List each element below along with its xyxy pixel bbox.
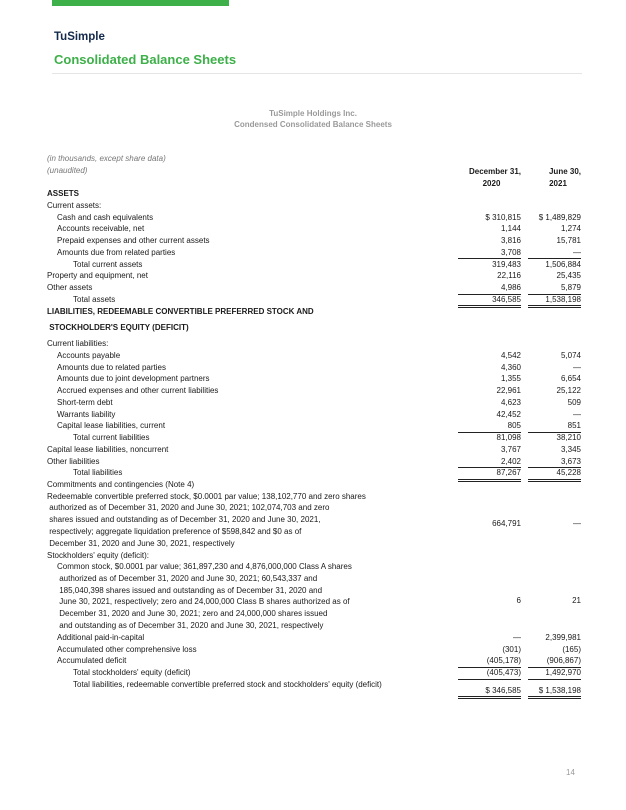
- value-dec-2020: (405,473): [458, 667, 521, 680]
- row-label: Redeemable convertible preferred stock, $0.0001 par value; 138,102,770 and zero shares authorized as of December 31, 2020 and June 30, 2021; 102,074,703 and zero shares issued and outstanding as of December 31, 2020 and June 30, 2021, respectively; aggregate liquidation preference of $598,842 and $0 as of December 31, 2020 and June 30, 2021, respectively: [47, 491, 366, 548]
- table-row: [0, 491, 626, 550]
- brand-name: TuSimple: [54, 31, 105, 43]
- value-jun-2021: 2,399,981: [545, 632, 581, 642]
- table-row: [0, 188, 626, 200]
- value-jun-2021: 45,228: [528, 467, 581, 482]
- table-row: [0, 667, 626, 679]
- value-dec-2020: 1,355: [500, 374, 521, 384]
- value-dec-2020: 4,542: [500, 350, 521, 360]
- table-row: [0, 479, 626, 491]
- value-dec-2020: 3,816: [500, 236, 521, 245]
- value-dec-2020: 3,767: [500, 444, 521, 454]
- table-row: [0, 373, 626, 385]
- units-note: (in thousands, except share data): [47, 154, 166, 163]
- value-jun-2021: 21: [572, 595, 581, 605]
- row-label: STOCKHOLDER'S EQUITY (DEFICIT): [47, 323, 189, 333]
- table-row: [0, 282, 626, 294]
- value-jun-2021: 509: [567, 397, 581, 407]
- table-row: [0, 306, 626, 318]
- table-row: [0, 294, 626, 306]
- value-dec-2020: 1,144: [500, 224, 521, 234]
- unaudited-note: (unaudited): [47, 166, 88, 175]
- value-dec-2020: 3,708: [458, 247, 521, 260]
- table-row: [0, 338, 626, 350]
- row-label: Other assets: [47, 283, 93, 292]
- value-dec-2020: 6: [516, 595, 521, 605]
- table-row: [0, 397, 626, 409]
- table-row: [0, 561, 626, 632]
- table-row: [0, 200, 626, 212]
- row-label: Total stockholders' equity (deficit): [73, 668, 191, 677]
- table-row: [0, 259, 626, 271]
- value-jun-2021: —: [528, 247, 581, 260]
- value-jun-2021: 1,492,970: [528, 667, 581, 680]
- column-header-line: December 31,: [468, 167, 521, 176]
- value-dec-2020: 346,585: [458, 294, 521, 309]
- table-row: [0, 235, 626, 247]
- value-jun-2021: $ 1,538,198: [528, 685, 581, 700]
- column-header-line: 2021: [549, 179, 567, 188]
- value-dec-2020: 42,452: [496, 409, 521, 419]
- value-dec-2020: 805: [458, 420, 521, 433]
- value-jun-2021: 25,435: [556, 271, 581, 281]
- row-label: Accumulated other comprehensive loss: [57, 644, 197, 654]
- table-row: [0, 550, 626, 562]
- table-row: [0, 679, 626, 695]
- row-label: Capital lease liabilities, noncurrent: [47, 444, 169, 454]
- row-label: Prepaid expenses and other current assets: [57, 236, 210, 245]
- row-label: Property and equipment, net: [47, 271, 148, 281]
- value-jun-2021: 25,122: [556, 386, 581, 395]
- column-header-line: 2020: [482, 179, 501, 188]
- value-jun-2021: $ 1,489,829: [538, 212, 581, 222]
- value-dec-2020: 87,267: [458, 467, 521, 482]
- table-row: [0, 456, 626, 468]
- value-dec-2020: 22,961: [496, 386, 521, 395]
- row-label: Current liabilities:: [47, 339, 109, 348]
- table-row: [0, 350, 626, 362]
- value-jun-2021: 1,274: [560, 224, 581, 234]
- value-dec-2020: 4,360: [500, 362, 521, 372]
- column-header-line: June 30,: [548, 167, 581, 176]
- row-label: Short-term debt: [57, 397, 113, 407]
- row-label: Total assets: [73, 294, 116, 304]
- table-row: [0, 362, 626, 374]
- value-dec-2020: 4,623: [500, 397, 521, 407]
- table-row: [0, 632, 626, 644]
- value-jun-2021: —: [573, 409, 581, 419]
- value-dec-2020: $ 310,815: [485, 212, 521, 222]
- table-row: [0, 655, 626, 667]
- table-row: [0, 409, 626, 421]
- page-title: Consolidated Balance Sheets: [54, 52, 237, 67]
- row-label: Commitments and contingencies (Note 4): [47, 480, 195, 489]
- value-jun-2021: 851: [528, 420, 581, 433]
- page-number: 14: [566, 768, 575, 777]
- value-jun-2021: 5,074: [560, 350, 581, 360]
- company-name: TuSimple Holdings Inc.: [269, 109, 357, 118]
- row-label: Capital lease liabilities, current: [57, 421, 166, 431]
- row-label: Stockholders' equity (deficit):: [47, 550, 150, 560]
- value-dec-2020: 4,986: [458, 282, 521, 295]
- value-dec-2020: $ 346,585: [458, 685, 521, 700]
- value-dec-2020: 22,116: [497, 271, 521, 281]
- value-dec-2020: —: [513, 632, 521, 642]
- value-jun-2021: 6,654: [560, 374, 581, 384]
- table-row: [0, 644, 626, 656]
- table-row: [0, 212, 626, 224]
- value-jun-2021: —: [573, 362, 581, 372]
- row-label: Additional paid-in-capital: [57, 632, 145, 642]
- value-jun-2021: (906,867): [528, 655, 581, 668]
- table-row: [0, 322, 626, 334]
- row-label: Other liabilities: [47, 456, 100, 466]
- table-row: [0, 385, 626, 397]
- value-dec-2020: 2,402: [458, 456, 521, 469]
- value-jun-2021: 38,210: [556, 433, 581, 442]
- row-label: Cash and cash equivalents: [57, 212, 154, 222]
- row-label: Amounts due to related parties: [57, 362, 166, 372]
- row-label: Current assets:: [47, 200, 102, 210]
- value-dec-2020: 664,791: [492, 519, 521, 529]
- row-label: Amounts due to joint development partners: [57, 374, 210, 384]
- value-jun-2021: 1,506,884: [545, 259, 581, 269]
- value-jun-2021: 3,673: [528, 456, 581, 469]
- value-dec-2020: (405,178): [458, 655, 521, 668]
- value-jun-2021: 15,781: [556, 236, 581, 245]
- row-label: Common stock, $0.0001 par value; 361,897,230 and 4,876,000,000 Class A shares authorized as of December 31, 2020 and June 30, 2021; 60,543,337 and 185,040,398 shares issued and outstanding as of December 31, 2020 and June 30, 2021, respectively; zero and 24,000,000 Class B shares authorized as of December 31, 2020 and June 30, 2021; zero and 24,000,000 shares issued and outstanding as of December 31, 2020 and June 30, 2021, respectively: [57, 562, 352, 630]
- table-row: [0, 432, 626, 444]
- value-jun-2021: (165): [562, 644, 581, 654]
- row-label: Accrued expenses and other current liabilities: [57, 386, 219, 395]
- row-label: LIABILITIES, REDEEMABLE CONVERTIBLE PREFERRED STOCK AND: [47, 306, 314, 316]
- value-jun-2021: 5,879: [528, 282, 581, 295]
- value-jun-2021: —: [573, 519, 581, 529]
- row-label: Total current liabilities: [73, 433, 150, 442]
- row-label: Accounts receivable, net: [57, 224, 145, 234]
- row-label: Accounts payable: [57, 350, 121, 360]
- value-dec-2020: 81,098: [496, 433, 521, 442]
- row-label: Total current assets: [73, 259, 143, 269]
- row-label: Warrants liability: [57, 409, 116, 419]
- row-label: Accumulated deficit: [57, 656, 127, 666]
- value-dec-2020: 319,483: [492, 259, 521, 269]
- table-row: [0, 247, 626, 259]
- table-row: [0, 420, 626, 432]
- value-jun-2021: 1,538,198: [528, 294, 581, 309]
- table-row: [0, 467, 626, 479]
- table-row: [0, 223, 626, 235]
- value-jun-2021: 3,345: [560, 444, 581, 454]
- value-dec-2020: (301): [502, 644, 521, 654]
- table-row: [0, 270, 626, 282]
- row-label: Amounts due from related parties: [57, 247, 176, 257]
- row-label: Total liabilities: [73, 468, 123, 478]
- table-row: [0, 444, 626, 456]
- row-label: Total liabilities, redeemable convertible preferred stock and stockholders' equity (deficit): [73, 679, 382, 689]
- row-label: ASSETS: [47, 189, 80, 198]
- statement-name: Condensed Consolidated Balance Sheets: [234, 120, 392, 129]
